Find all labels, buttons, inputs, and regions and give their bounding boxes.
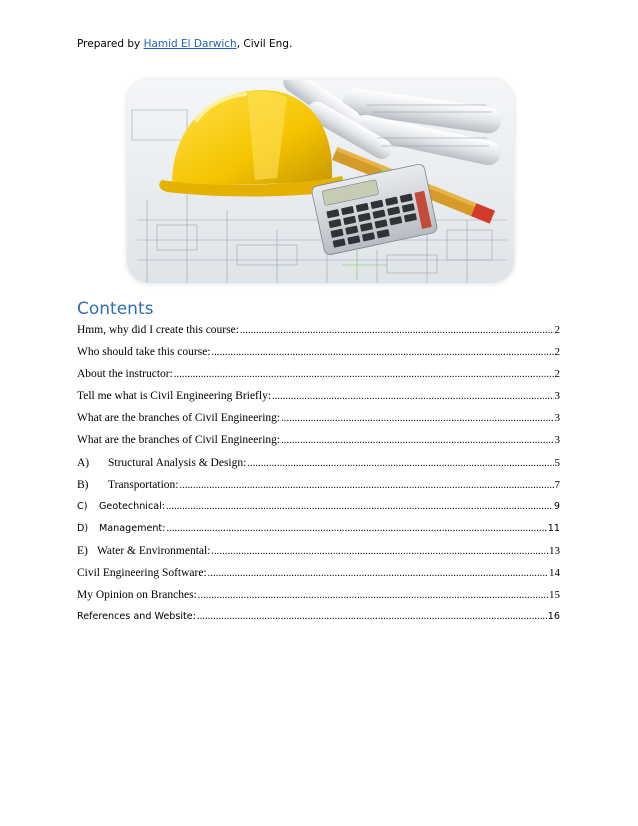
toc-entry[interactable] xyxy=(77,432,560,454)
toc-entry-text: My Opinion on Branches: xyxy=(77,589,197,602)
toc-leader-dots xyxy=(212,346,554,360)
toc-entry-label xyxy=(77,345,211,359)
toc-entry-label xyxy=(77,500,165,514)
hero-image xyxy=(127,80,514,283)
toc-leader-dots xyxy=(240,324,554,338)
toc-leader-dots xyxy=(166,522,546,536)
toc-heading: Contents xyxy=(77,299,154,319)
toc-entry-label xyxy=(77,411,280,425)
toc-entry-text: Tell me what is Civil Engineering Briefly: xyxy=(77,390,272,403)
toc-leader-dots xyxy=(247,457,553,471)
toc-entry-text: What are the branches of Civil Engineering: xyxy=(77,434,281,447)
toc-entry-label xyxy=(77,323,239,337)
toc-entry-page: 5 xyxy=(554,456,560,469)
toc-entry[interactable] xyxy=(77,499,560,521)
toc-entry-prefix: D) xyxy=(77,522,89,534)
toc-entry-label xyxy=(77,389,271,403)
toc-leader-dots xyxy=(208,567,548,581)
toc-entry-text: Hmm, why did I create this course: xyxy=(77,324,239,336)
toc-entry-label xyxy=(77,522,165,536)
page-header xyxy=(77,38,292,50)
toc-entry-text: Structural Analysis & Design: xyxy=(108,456,247,469)
toc-entry-page: 2 xyxy=(554,368,560,381)
toc-entry-page: 14 xyxy=(549,567,560,580)
toc-entry-page: 11 xyxy=(547,522,560,534)
toc-leader-dots xyxy=(211,545,548,559)
toc-entry-page: 9 xyxy=(553,500,560,512)
toc-leader-dots xyxy=(166,500,553,514)
toc-entry[interactable] xyxy=(77,322,560,344)
table-of-contents xyxy=(77,322,560,631)
toc-leader-dots xyxy=(281,434,553,448)
civil-engineering-illustration xyxy=(127,80,514,283)
toc-entry-text: Transportation: xyxy=(108,478,179,491)
toc-entry[interactable] xyxy=(77,366,560,388)
toc-entry-page: 2 xyxy=(554,346,560,359)
toc-entry-prefix: B) xyxy=(77,478,89,491)
toc-entry-label xyxy=(77,433,280,447)
toc-entry-label xyxy=(77,478,179,492)
toc-entry[interactable] xyxy=(77,565,560,587)
toc-entry-prefix: E) xyxy=(77,544,88,557)
toc-entry[interactable] xyxy=(77,344,560,366)
toc-leader-dots xyxy=(180,479,554,493)
toc-leader-dots xyxy=(281,412,553,426)
header-suffix: , Civil Eng. xyxy=(236,38,293,50)
author-link[interactable]: Hamid El Darwich xyxy=(143,38,237,50)
toc-entry-page: 16 xyxy=(547,611,560,623)
toc-entry-text: Geotechnical: xyxy=(99,500,166,512)
toc-leader-dots xyxy=(198,589,548,603)
toc-entry-label xyxy=(77,456,246,470)
toc-entry[interactable] xyxy=(77,455,560,477)
toc-entry-text: Water & Environmental: xyxy=(97,544,211,557)
toc-entry-text: Who should take this course: xyxy=(77,346,211,359)
toc-leader-dots xyxy=(197,610,547,624)
toc-entry-page: 3 xyxy=(554,390,560,403)
toc-entry-text: Civil Engineering Software: xyxy=(77,567,207,580)
toc-entry-page: 13 xyxy=(549,544,560,557)
toc-entry-prefix: C) xyxy=(77,500,88,512)
toc-entry-text: What are the branches of Civil Engineering: xyxy=(77,412,281,425)
toc-entry-text: About the instructor: xyxy=(77,368,173,381)
toc-leader-dots xyxy=(272,390,553,404)
toc-entry-page: 2 xyxy=(554,324,560,336)
toc-entry-text: References and Website: xyxy=(77,611,196,623)
toc-entry-label xyxy=(77,588,197,602)
toc-entry-label xyxy=(77,566,207,580)
toc-leader-dots xyxy=(174,368,554,382)
toc-entry-page: 15 xyxy=(549,589,560,602)
header-prefix: Prepared by xyxy=(77,38,144,50)
toc-entry[interactable] xyxy=(77,521,560,543)
toc-entry-text: Management: xyxy=(99,522,166,534)
toc-entry[interactable] xyxy=(77,410,560,432)
toc-entry[interactable] xyxy=(77,609,560,631)
toc-entry-page: 3 xyxy=(554,412,560,425)
toc-entry[interactable] xyxy=(77,477,560,499)
toc-entry-page: 3 xyxy=(554,434,560,447)
toc-entry[interactable] xyxy=(77,388,560,410)
toc-entry[interactable] xyxy=(77,587,560,609)
toc-entry-prefix: A) xyxy=(77,456,90,469)
toc-entry-page: 7 xyxy=(554,478,560,491)
toc-entry-label xyxy=(77,367,173,381)
toc-entry-label xyxy=(77,610,196,624)
toc-entry[interactable] xyxy=(77,543,560,565)
toc-entry-label xyxy=(77,544,210,558)
